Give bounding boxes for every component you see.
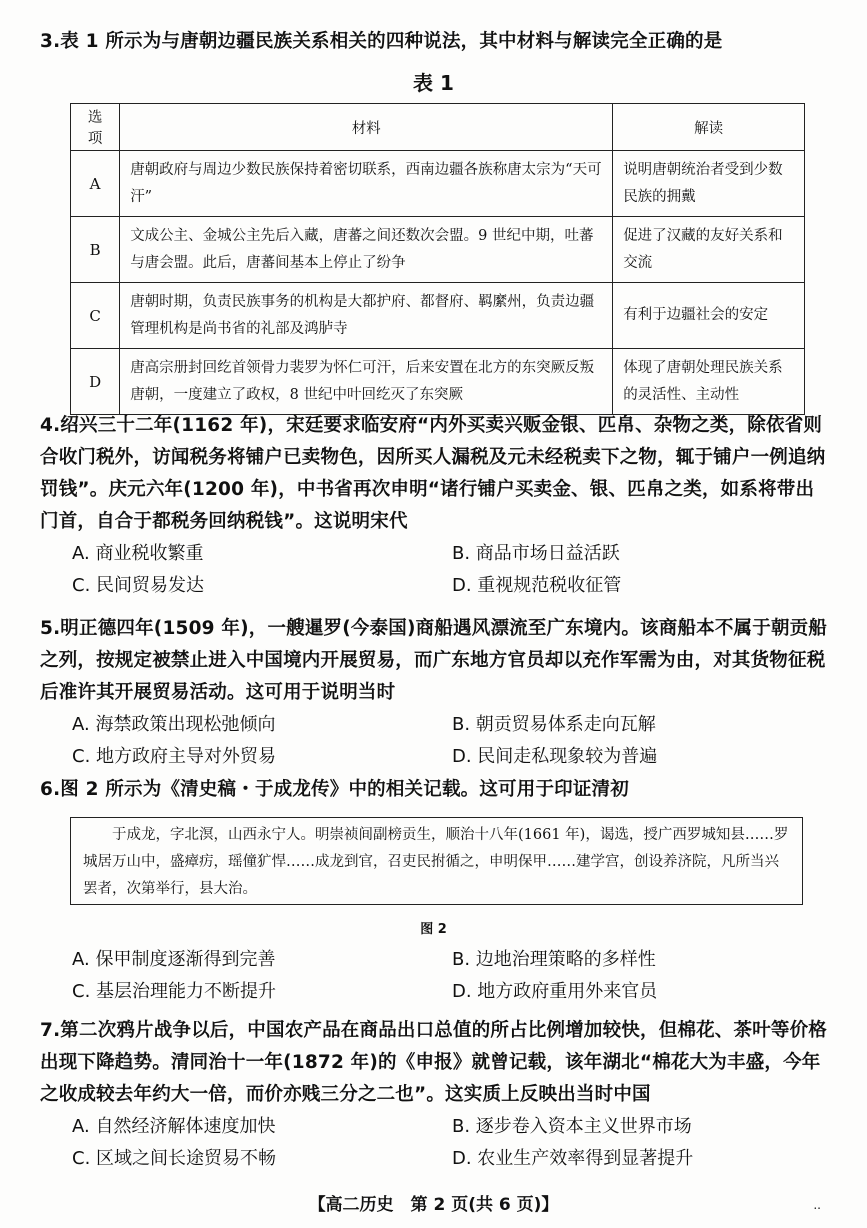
question-5-options (72, 709, 830, 773)
row-interpretation: 有利于边疆社会的安定 (613, 283, 805, 349)
option-a[interactable]: A. 海禁政策出现松弛倾向 (72, 714, 276, 735)
question-7 (40, 1015, 830, 1175)
option-b[interactable]: B. 商品市场日益活跃 (452, 543, 620, 564)
corner-mark: .. (813, 1198, 821, 1212)
option-c[interactable]: C. 基层治理能力不断提升 (72, 981, 277, 1002)
figure-2-excerpt: 于成龙，字北溟，山西永宁人。明崇祯间副榜贡生，顺治十八年(1661 年)，谒选，授广西罗城知县……罗城居万山中，盛瘴疠，瑶僮犷悍……成龙到官，召吏民拊循之，申明保甲……建学宫，创设养济院，凡所当兴罢者，次第举行，县大治。 (70, 817, 803, 905)
option-c[interactable]: C. 区域之间长途贸易不畅 (72, 1148, 277, 1169)
page-footer: 【高二历史 第 2 页(共 6 页)】 (308, 1195, 559, 1215)
table-row (71, 349, 805, 415)
question-5 (40, 613, 830, 773)
table-1-title: 表 1 (413, 71, 454, 95)
table-header-row (71, 104, 805, 151)
question-7-options (72, 1111, 830, 1175)
option-a[interactable]: A. 保甲制度逐渐得到完善 (72, 949, 276, 970)
question-3-stem: 3.表 1 所示为与唐朝边疆民族关系相关的四种说法，其中材料与解读完全正确的是 (40, 31, 723, 52)
question-5-stem: 5.明正德四年(1509 年)，一艘暹罗(今泰国)商船遇风漂流至广东境内。该商船本不属于朝贡船之列，按规定被禁止进入中国境内开展贸易，而广东地方官员却以充作军需为由，对其货物征税后准许其开展贸易活动。这可用于说明当时 (40, 618, 828, 703)
figure-2-caption: 图 2 (420, 922, 447, 937)
option-d[interactable]: D. 重视规范税收征管 (452, 575, 622, 596)
option-c[interactable]: C. 民间贸易发达 (72, 575, 205, 596)
row-interpretation: 说明唐朝统治者受到少数民族的拥戴 (613, 151, 805, 217)
option-c[interactable]: C. 地方政府主导对外贸易 (72, 746, 277, 767)
option-b[interactable]: B. 逐步卷入资本主义世界市场 (452, 1116, 692, 1137)
table-1 (70, 103, 805, 415)
question-4-stem: 4.绍兴三十二年(1162 年)，宋廷要求临安府“内外买卖兴贩金银、匹帛、杂物之类，除依省则合收门税外，访闻税务将铺户已卖物色，因所买人漏税及元未经税卖下之物，辄于铺户一例追纳罚钱”。庆元六年(1200 年)，中书省再次申明“诸行铺户买卖金、银、匹帛之类，如系将带出门首，自合于都税务回纳税钱”。这说明宋代 (40, 415, 826, 532)
table-row (71, 217, 805, 283)
question-4-options (72, 538, 830, 602)
row-interpretation: 促进了汉藏的友好关系和交流 (613, 217, 805, 283)
question-6-answers (40, 944, 830, 1008)
option-a[interactable]: A. 自然经济解体速度加快 (72, 1116, 276, 1137)
row-option: B (71, 217, 120, 283)
question-4 (40, 410, 830, 602)
option-b[interactable]: B. 朝贡贸易体系走向瓦解 (452, 714, 656, 735)
header-interpretation: 解读 (613, 104, 805, 151)
question-3 (40, 26, 830, 58)
option-a[interactable]: A. 商业税收繁重 (72, 543, 204, 564)
question-6-options (72, 944, 830, 1008)
option-b[interactable]: B. 边地治理策略的多样性 (452, 949, 656, 970)
row-material: 唐朝政府与周边少数民族保持着密切联系，西南边疆各族称唐太宗为“天可汗” (120, 151, 613, 217)
question-6 (40, 774, 830, 806)
row-option: C (71, 283, 120, 349)
header-option: 选项 (71, 104, 120, 151)
row-option: D (71, 349, 120, 415)
option-d[interactable]: D. 农业生产效率得到显著提升 (452, 1148, 694, 1169)
option-d[interactable]: D. 民间走私现象较为普遍 (452, 746, 658, 767)
row-option: A (71, 151, 120, 217)
table-row (71, 151, 805, 217)
table-row (71, 283, 805, 349)
option-d[interactable]: D. 地方政府重用外来官员 (452, 981, 658, 1002)
question-6-stem: 6.图 2 所示为《清史稿・于成龙传》中的相关记载。这可用于印证清初 (40, 779, 629, 800)
row-material: 文成公主、金城公主先后入藏，唐蕃之间还数次会盟。9 世纪中期，吐蕃与唐会盟。此后，唐蕃间基本上停止了纷争 (120, 217, 613, 283)
question-7-stem: 7.第二次鸦片战争以后，中国农产品在商品出口总值的所占比例增加较快，但棉花、茶叶等价格出现下降趋势。清同治十一年(1872 年)的《申报》就曾记载，该年湖北“棉花大为丰盛，今年之收成较去年约大一倍，而价亦贱三分之二也”。这实质上反映出当时中国 (40, 1020, 828, 1105)
row-material: 唐高宗册封回纥首领骨力裴罗为怀仁可汗，后来安置在北方的东突厥反叛唐朝，一度建立了政权，8 世纪中叶回纥灭了东突厥 (120, 349, 613, 415)
row-interpretation: 体现了唐朝处理民族关系的灵活性、主动性 (613, 349, 805, 415)
header-material: 材料 (120, 104, 613, 151)
row-material: 唐朝时期，负责民族事务的机构是大都护府、都督府、羁縻州，负责边疆管理机构是尚书省的礼部及鸿胪寺 (120, 283, 613, 349)
